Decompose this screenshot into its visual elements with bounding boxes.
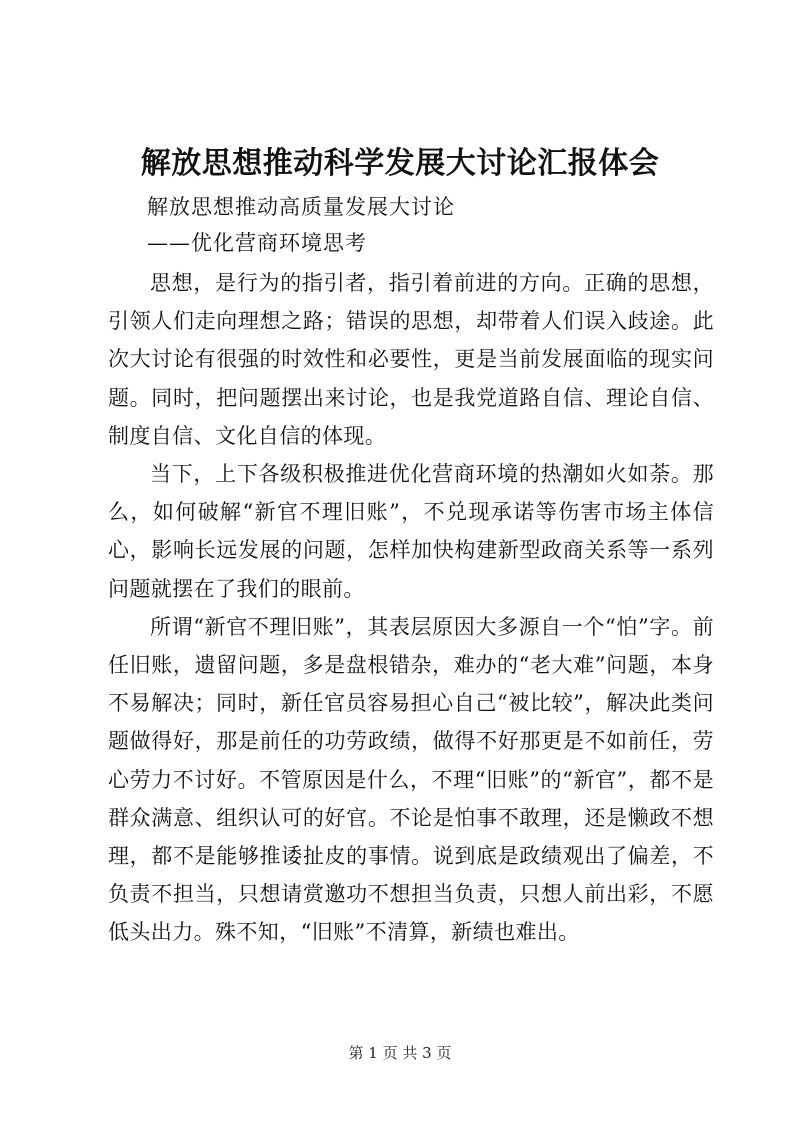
paragraph-3: 所谓“新官不理旧账”，其表层原因大多源自一个“怕”字。前任旧账，遗留问题，多是盘根错杂，难办的“老大难”问题，本身不易解决；同时，新任官员容易担心自己“被比较”，解决此类问题做得好，那是前任的功劳政绩，做得不好那更是不如前任，劳心劳力不讨好。不管原因是什么，不理“旧账”的“新官”，都不是群众满意、组织认可的好官。不论是怕事不敢理，还是懒政不想理，都不是能够推诿扯皮的事情。说到底是政绩观出了偏差，不负责不担当，只想请赏邀功不想担当负责，只想人前出彩，不愿低头出力。殊不知，“旧账”不清算，新绩也难出。 [108, 614, 714, 945]
document-subtitle-secondary: ——优化营商环境思考 [147, 231, 367, 255]
page-footer: 第 1 页 共 3 页 [348, 1044, 452, 1062]
document-body [108, 264, 714, 952]
document-title: 解放思想推动科学发展大讨论汇报体会 [140, 146, 660, 181]
document-subtitle: 解放思想推动高质量发展大讨论 [147, 195, 455, 219]
paragraph-1: 思想，是行为的指引者，指引着前进的方向。正确的思想，引领人们走向理想之路；错误的思想，却带着人们误入歧途。此次大讨论有很强的时效性和必要性，更是当前发展面临的现实问题。同时，把问题摆出来讨论，也是我党道路自信、理论自信、制度自信、文化自信的体现。 [108, 271, 714, 448]
paragraph-2: 当下，上下各级积极推进优化营商环境的热潮如火如荼。那么，如何破解“新官不理旧账”，不兑现承诺等伤害市场主体信心，影响长远发展的问题，怎样加快构建新型政商关系等一系列问题就摆在了我们的眼前。 [108, 462, 714, 601]
